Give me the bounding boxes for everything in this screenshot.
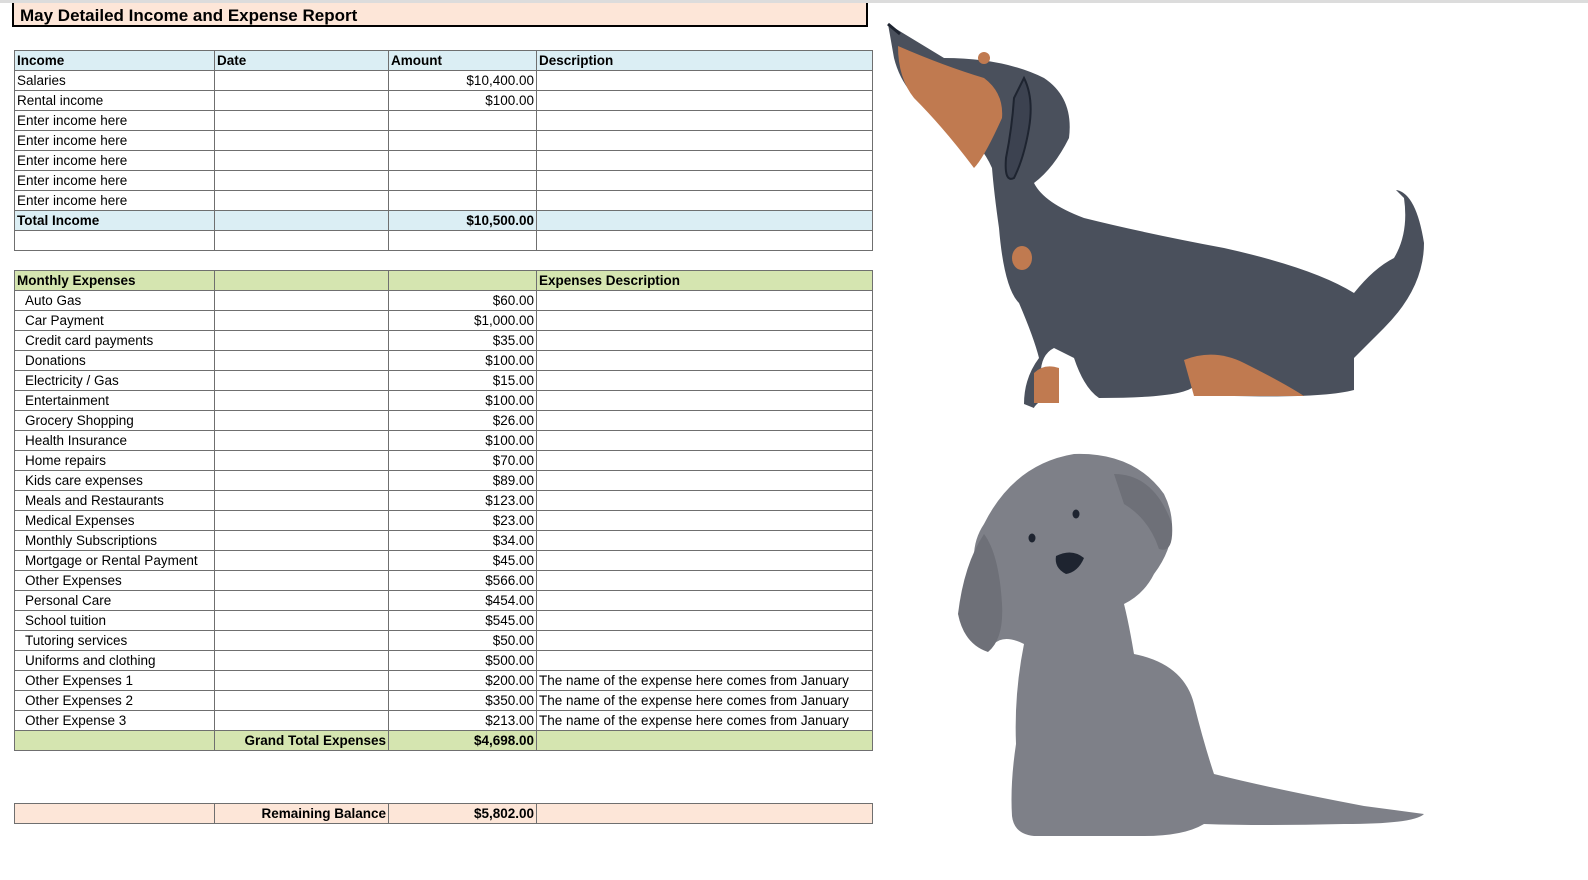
expense-row <box>15 471 873 491</box>
blank-cell[interactable] <box>15 231 215 251</box>
expense-label-cell[interactable]: Grocery Shopping <box>15 411 215 431</box>
date-header[interactable]: Date <box>215 51 389 71</box>
total-income-amount[interactable]: $10,500.00 <box>389 211 537 231</box>
income-amount-cell[interactable] <box>389 151 537 171</box>
report-title[interactable]: May Detailed Income and Expense Report <box>12 3 868 27</box>
expense-date-cell[interactable] <box>215 291 389 311</box>
grand-total-blank-cell[interactable] <box>15 731 215 751</box>
expense-amount-cell[interactable]: $100.00 <box>389 431 537 451</box>
expense-description-cell[interactable] <box>537 351 873 371</box>
expense-row <box>15 551 873 571</box>
grand-total-row <box>15 731 873 751</box>
expense-label-cell[interactable]: Other Expenses 1 <box>15 671 215 691</box>
income-description-cell[interactable] <box>537 71 873 91</box>
expense-amount-cell[interactable]: $200.00 <box>389 671 537 691</box>
income-row <box>15 71 873 91</box>
expense-amount-cell[interactable]: $23.00 <box>389 511 537 531</box>
blank-cell[interactable] <box>215 231 389 251</box>
expense-date-cell[interactable] <box>215 571 389 591</box>
expense-description-cell[interactable]: The name of the expense here comes from January <box>537 671 873 691</box>
expenses-header-row <box>15 271 873 291</box>
expense-amount-cell[interactable]: $566.00 <box>389 571 537 591</box>
expense-label-cell[interactable]: Donations <box>15 351 215 371</box>
expense-amount-cell[interactable]: $500.00 <box>389 651 537 671</box>
balance-blank-cell[interactable] <box>537 804 873 824</box>
expense-date-cell[interactable] <box>215 391 389 411</box>
expense-description-cell[interactable] <box>537 471 873 491</box>
expense-date-cell[interactable] <box>215 451 389 471</box>
expense-date-cell[interactable] <box>215 491 389 511</box>
expense-amount-cell[interactable]: $545.00 <box>389 611 537 631</box>
expense-row <box>15 631 873 651</box>
expense-row <box>15 611 873 631</box>
expense-description-cell[interactable] <box>537 571 873 591</box>
expense-date-cell[interactable] <box>215 551 389 571</box>
expense-row <box>15 491 873 511</box>
expense-amount-cell[interactable]: $100.00 <box>389 351 537 371</box>
expense-date-cell[interactable] <box>215 711 389 731</box>
expense-description-cell[interactable] <box>537 491 873 511</box>
expense-label-cell[interactable]: Medical Expenses <box>15 511 215 531</box>
expense-label-cell[interactable]: Kids care expenses <box>15 471 215 491</box>
expense-date-cell[interactable] <box>215 471 389 491</box>
expense-date-cell[interactable] <box>215 351 389 371</box>
expense-row <box>15 351 873 371</box>
amount-header[interactable]: Amount <box>389 51 537 71</box>
expense-amount-cell[interactable]: $45.00 <box>389 551 537 571</box>
expense-label-cell[interactable]: Entertainment <box>15 391 215 411</box>
expense-row <box>15 391 873 411</box>
income-amount-cell[interactable] <box>389 171 537 191</box>
income-row <box>15 111 873 131</box>
blank-cell[interactable] <box>389 231 537 251</box>
expense-description-cell[interactable] <box>537 311 873 331</box>
expense-description-cell[interactable] <box>537 451 873 471</box>
expense-label-cell[interactable]: Electricity / Gas <box>15 371 215 391</box>
remaining-balance-amount[interactable]: $5,802.00 <box>389 804 537 824</box>
expense-label-cell[interactable]: Other Expenses <box>15 571 215 591</box>
expense-row <box>15 511 873 531</box>
expense-amount-cell[interactable]: $70.00 <box>389 451 537 471</box>
balance-blank-cell[interactable] <box>15 804 215 824</box>
income-header-row <box>15 51 873 71</box>
income-description-cell[interactable] <box>537 171 873 191</box>
income-description-cell[interactable] <box>537 111 873 131</box>
expense-date-cell[interactable] <box>215 511 389 531</box>
income-header[interactable]: Income <box>15 51 215 71</box>
expenses-header-blank-cell[interactable] <box>215 271 389 291</box>
income-amount-cell[interactable] <box>389 131 537 151</box>
expense-row <box>15 371 873 391</box>
balance-table <box>14 803 873 824</box>
expense-description-cell[interactable] <box>537 631 873 651</box>
grand-total-amount[interactable]: $4,698.00 <box>389 731 537 751</box>
expense-label-cell[interactable]: Auto Gas <box>15 291 215 311</box>
expense-amount-cell[interactable]: $213.00 <box>389 711 537 731</box>
total-income-row <box>15 211 873 231</box>
expense-row <box>15 651 873 671</box>
remaining-balance-label[interactable]: Remaining Balance <box>215 804 389 824</box>
expense-description-cell[interactable] <box>537 431 873 451</box>
expense-row <box>15 531 873 551</box>
expense-row <box>15 331 873 351</box>
expense-row <box>15 431 873 451</box>
expense-description-cell[interactable] <box>537 411 873 431</box>
expense-amount-cell[interactable]: $26.00 <box>389 411 537 431</box>
expense-description-cell[interactable] <box>537 371 873 391</box>
expense-label-cell[interactable]: Monthly Subscriptions <box>15 531 215 551</box>
expense-amount-cell[interactable]: $34.00 <box>389 531 537 551</box>
monthly-expenses-header[interactable]: Monthly Expenses <box>15 271 215 291</box>
expense-description-cell[interactable] <box>537 611 873 631</box>
expense-description-cell[interactable] <box>537 651 873 671</box>
expense-date-cell[interactable] <box>215 311 389 331</box>
expense-amount-cell[interactable]: $89.00 <box>389 471 537 491</box>
expense-row <box>15 311 873 331</box>
expense-label-cell[interactable]: Other Expenses 2 <box>15 691 215 711</box>
shaggy-dog-illustration <box>944 444 1434 844</box>
income-description-cell[interactable] <box>537 191 873 211</box>
expense-description-cell[interactable] <box>537 511 873 531</box>
expense-description-cell[interactable] <box>537 591 873 611</box>
income-row <box>15 131 873 151</box>
expense-date-cell[interactable] <box>215 691 389 711</box>
expense-amount-cell[interactable]: $454.00 <box>389 591 537 611</box>
expense-label-cell[interactable]: Other Expense 3 <box>15 711 215 731</box>
income-date-cell[interactable] <box>215 91 389 111</box>
expense-amount-cell[interactable]: $60.00 <box>389 291 537 311</box>
income-description-cell[interactable] <box>537 91 873 111</box>
income-amount-cell[interactable] <box>389 191 537 211</box>
expense-description-cell[interactable]: The name of the expense here comes from January <box>537 711 873 731</box>
income-row <box>15 191 873 211</box>
expense-amount-cell[interactable]: $50.00 <box>389 631 537 651</box>
expense-row <box>15 671 873 691</box>
income-row <box>15 151 873 171</box>
expense-label-cell[interactable]: School tuition <box>15 611 215 631</box>
remaining-balance-row <box>15 804 873 824</box>
expenses-header-blank-cell[interactable] <box>389 271 537 291</box>
expense-date-cell[interactable] <box>215 371 389 391</box>
income-row <box>15 91 873 111</box>
expense-date-cell[interactable] <box>215 631 389 651</box>
expense-description-cell[interactable] <box>537 291 873 311</box>
expense-row <box>15 711 873 731</box>
income-label-cell[interactable]: Salaries <box>15 71 215 91</box>
expense-label-cell[interactable]: Health Insurance <box>15 431 215 451</box>
expense-label-cell[interactable]: Credit card payments <box>15 331 215 351</box>
expense-row <box>15 291 873 311</box>
income-label-cell[interactable]: Rental income <box>15 91 215 111</box>
expense-label-cell[interactable]: Uniforms and clothing <box>15 651 215 671</box>
expense-amount-cell[interactable]: $15.00 <box>389 371 537 391</box>
income-label-cell[interactable]: Enter income here <box>15 171 215 191</box>
income-date-cell[interactable] <box>215 71 389 91</box>
income-date-cell[interactable] <box>215 171 389 191</box>
expense-label-cell[interactable]: Tutoring services <box>15 631 215 651</box>
blank-row <box>15 231 873 251</box>
description-header[interactable]: Description <box>537 51 873 71</box>
expense-row <box>15 451 873 471</box>
expense-label-cell[interactable]: Personal Care <box>15 591 215 611</box>
income-label-cell[interactable]: Enter income here <box>15 111 215 131</box>
expenses-description-header[interactable]: Expenses Description <box>537 271 873 291</box>
total-income-blank-cell[interactable] <box>215 211 389 231</box>
expense-date-cell[interactable] <box>215 591 389 611</box>
expense-description-cell[interactable] <box>537 531 873 551</box>
income-amount-cell[interactable]: $100.00 <box>389 91 537 111</box>
expense-label-cell[interactable]: Meals and Restaurants <box>15 491 215 511</box>
expense-row <box>15 571 873 591</box>
total-income-label[interactable]: Total Income <box>15 211 215 231</box>
total-income-blank-cell[interactable] <box>537 211 873 231</box>
expense-amount-cell[interactable]: $35.00 <box>389 331 537 351</box>
expense-amount-cell[interactable]: $100.00 <box>389 391 537 411</box>
income-description-cell[interactable] <box>537 131 873 151</box>
expense-date-cell[interactable] <box>215 411 389 431</box>
income-table <box>14 50 873 251</box>
expense-date-cell[interactable] <box>215 531 389 551</box>
income-amount-cell[interactable] <box>389 111 537 131</box>
income-amount-cell[interactable]: $10,400.00 <box>389 71 537 91</box>
expense-label-cell[interactable]: Car Payment <box>15 311 215 331</box>
expense-amount-cell[interactable]: $1,000.00 <box>389 311 537 331</box>
expense-row <box>15 411 873 431</box>
income-label-cell[interactable]: Enter income here <box>15 191 215 211</box>
expense-date-cell[interactable] <box>215 331 389 351</box>
income-date-cell[interactable] <box>215 191 389 211</box>
expense-amount-cell[interactable]: $123.00 <box>389 491 537 511</box>
expense-description-cell[interactable]: The name of the expense here comes from January <box>537 691 873 711</box>
expense-description-cell[interactable] <box>537 551 873 571</box>
income-date-cell[interactable] <box>215 151 389 171</box>
income-description-cell[interactable] <box>537 151 873 171</box>
expense-description-cell[interactable] <box>537 391 873 411</box>
grand-total-label[interactable]: Grand Total Expenses <box>215 731 389 751</box>
dachshund-illustration <box>884 18 1444 418</box>
expense-date-cell[interactable] <box>215 671 389 691</box>
expense-amount-cell[interactable]: $350.00 <box>389 691 537 711</box>
expense-description-cell[interactable] <box>537 331 873 351</box>
expense-date-cell[interactable] <box>215 651 389 671</box>
expense-row <box>15 591 873 611</box>
expense-date-cell[interactable] <box>215 431 389 451</box>
income-row <box>15 171 873 191</box>
expense-row <box>15 691 873 711</box>
income-date-cell[interactable] <box>215 131 389 151</box>
income-date-cell[interactable] <box>215 111 389 131</box>
expense-date-cell[interactable] <box>215 611 389 631</box>
blank-cell[interactable] <box>537 231 873 251</box>
expense-label-cell[interactable]: Home repairs <box>15 451 215 471</box>
income-label-cell[interactable]: Enter income here <box>15 131 215 151</box>
expenses-table <box>14 270 873 751</box>
income-label-cell[interactable]: Enter income here <box>15 151 215 171</box>
expense-label-cell[interactable]: Mortgage or Rental Payment <box>15 551 215 571</box>
grand-total-blank-cell[interactable] <box>537 731 873 751</box>
